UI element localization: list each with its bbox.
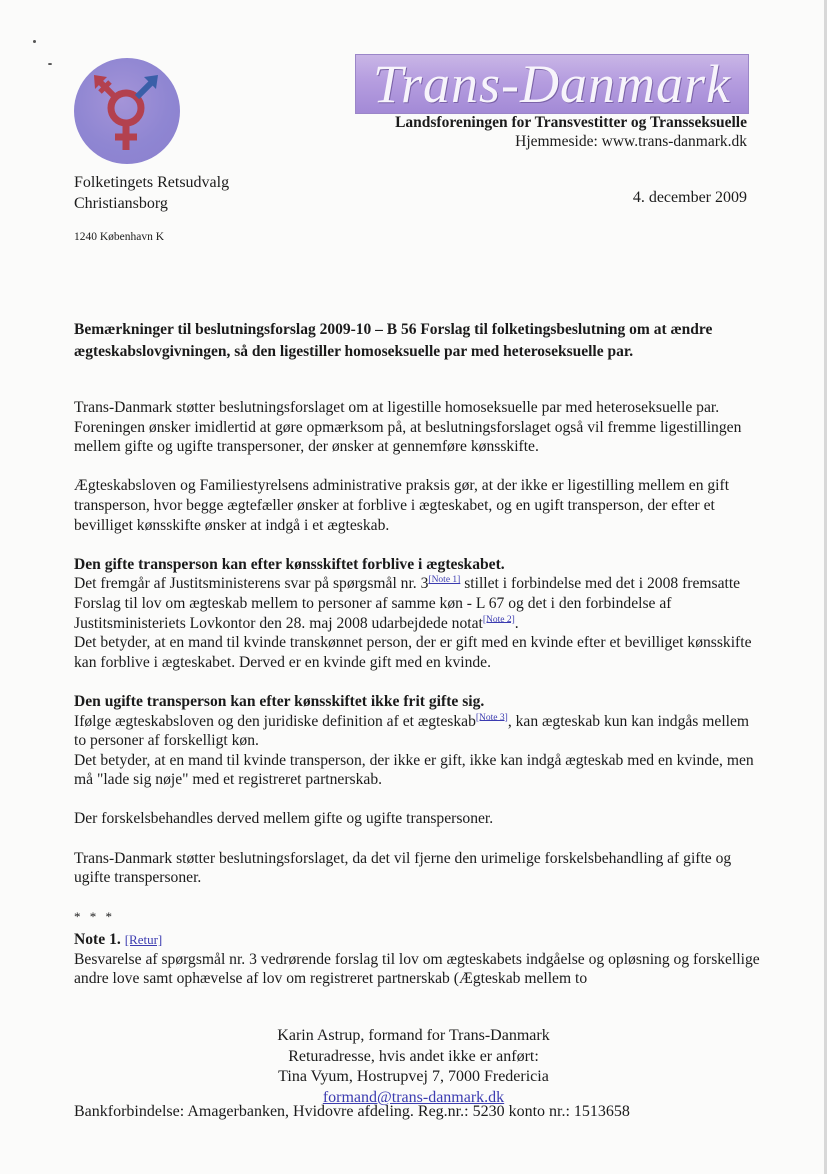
note-3-link[interactable]: [Note 3] bbox=[475, 712, 508, 723]
paragraph bbox=[74, 692, 764, 790]
letter-body bbox=[74, 398, 764, 1008]
org-name: Landsforeningen for Transvestitter og Transseksuelle bbox=[395, 114, 747, 131]
footer bbox=[0, 1026, 827, 1108]
email-link[interactable]: formand@trans-danmark.dk bbox=[322, 1088, 505, 1106]
logo-banner bbox=[355, 54, 749, 114]
section-heading: Den ugifte transperson kan efter kønsskiftet ikke frit gifte sig. bbox=[74, 692, 485, 710]
recipient-line: Christiansborg bbox=[74, 195, 168, 212]
paragraph: Trans-Danmark støtter beslutningsforslaget, da det vil fjerne den urimelige forskelsbehandling af gifte og ugifte transpersoner. bbox=[74, 849, 732, 887]
paragraph-text: Foreningen ønsker imidlertid at gøre opmærksom på, at beslutningsforslaget også vil fremme ligestillingen mellem gifte og ugifte transpersoner, der ønsker at gennemføre kønsskifte. bbox=[74, 418, 742, 456]
letter-date: 4. december 2009 bbox=[632, 189, 747, 206]
return-link[interactable]: [Retur] bbox=[124, 932, 163, 948]
recipient-postal: 1240 København K bbox=[74, 231, 165, 243]
footer-line: Tina Vyum, Hostrupvej 7, 7000 Fredericia bbox=[278, 1068, 549, 1085]
transgender-symbol-icon bbox=[74, 58, 180, 164]
section-heading: Den gifte transperson kan efter kønsskiftet forblive i ægteskabet. bbox=[74, 555, 505, 573]
banner-title: Trans-Danmark bbox=[372, 54, 732, 114]
note-heading: Note 1. bbox=[74, 931, 121, 949]
logo bbox=[74, 58, 180, 164]
paragraph-text: . bbox=[514, 614, 519, 632]
paragraph: Ægteskabsloven og Familiestyrelsens administrative praksis gør, at der ikke er ligestilling mellem en gift transperson, hvor begge ægtefæller ønsker at forblive i ægteskabet, og en ugift transperson, der efter et bevilliget kønsskifte ønsker at indgå i et ægteskab. bbox=[74, 477, 730, 534]
paragraph: Der forskelsbehandles derved mellem gifte og ugifte transpersoner. bbox=[74, 810, 494, 828]
subject-heading: Bemærkninger til beslutningsforslag 2009-10 – B 56 Forslag til folketingsbeslutning om at ændre ægteskabslovgivningen, så den ligestiller homoseksuelle par med heteroseksuelle par. bbox=[74, 321, 713, 360]
note-paragraph bbox=[74, 930, 764, 989]
paragraph-text: Trans-Danmark støtter beslutningsforslaget om at ligestille homoseksuelle par med heteroseksuelle par. bbox=[74, 399, 720, 416]
recipient-line: Folketingets Retsudvalg bbox=[74, 174, 230, 191]
paragraph bbox=[74, 555, 764, 673]
paragraph-text: stillet i forbindelse med det i 2008 fremsatte Forslag til lov om ægteskab mellem to personer af samme køn - L 67 og det i den forbindelse af Justitsministeriets Lovkontor den 28. maj 2008 udarbejdede notat bbox=[74, 575, 741, 632]
separator-stars: * * * bbox=[74, 909, 115, 925]
scan-speck bbox=[33, 40, 36, 43]
paragraph-text: Det betyder, at en mand til kvinde transkønnet person, der er gift med en kvinde efter et bevilliget kønsskifte kan forblive i ægteskabet. Derved er en kvinde gift med en kvinde. bbox=[74, 634, 752, 671]
note-1-link[interactable]: [Note 1] bbox=[428, 575, 461, 586]
paragraph-text: Det betyder, at en mand til kvinde transperson, der ikke er gift, ikke kan indgå ægteskab med en kvinde, men må "lade sig nøje" med et registreret partnerskab. bbox=[74, 751, 754, 789]
paragraph bbox=[74, 398, 764, 457]
paragraph-text: Ifølge ægteskabsloven og den juridiske definition af et ægteskab bbox=[74, 712, 476, 730]
recipient-address bbox=[74, 172, 229, 214]
paragraph-text: Det fremgår af Justitsministerens svar på spørgsmål nr. 3 bbox=[74, 575, 429, 593]
footer-line: Karin Astrup, formand for Trans-Danmark bbox=[277, 1027, 550, 1044]
bank-details: Bankforbindelse: Amagerbanken, Hvidovre afdeling. Reg.nr.: 5230 konto nr.: 1513658 bbox=[74, 1103, 630, 1120]
note-2-link[interactable]: [Note 2] bbox=[482, 614, 515, 625]
note-text: Besvarelse af spørgsmål nr. 3 vedrørende forslag til lov om ægteskabets indgåelse og opløsning og forskellige andre love samt ophævelse af lov om registreret partnerskab (Ægteskab mellem to bbox=[74, 950, 760, 988]
paragraph-text: , kan ægteskab kun kan indgås mellem to personer af forskelligt køn. bbox=[74, 712, 750, 750]
scan-speck bbox=[48, 63, 52, 65]
homepage: Hjemmeside: www.trans-danmark.dk bbox=[515, 133, 747, 150]
footer-line: Returadresse, hvis andet ikke er anført: bbox=[288, 1047, 539, 1065]
